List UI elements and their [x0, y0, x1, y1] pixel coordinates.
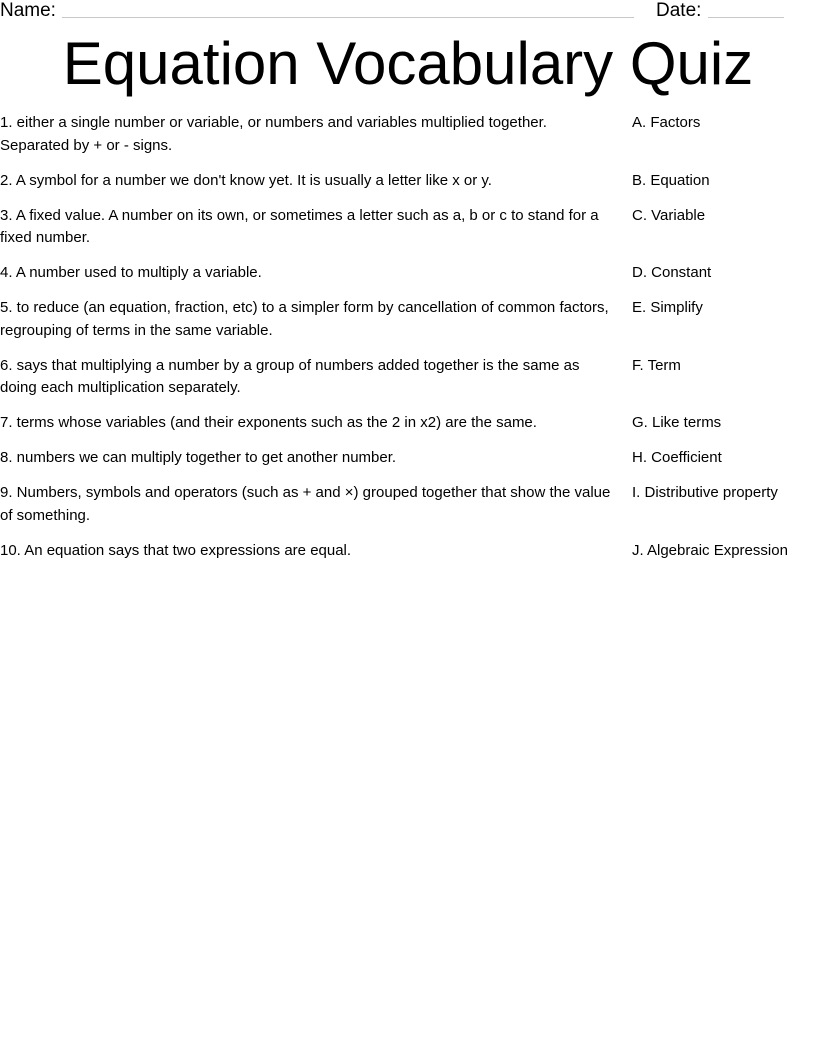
header — [0, 0, 816, 22]
answer-i: I. Distributive property — [632, 484, 778, 501]
quiz-row-9 — [0, 482, 816, 527]
answer-e: E. Simplify — [632, 299, 703, 316]
quiz-row-1 — [0, 112, 816, 157]
question-3: 3. A fixed value. A number on its own, or sometimes a letter such as a, b or c to stand for a fixed number. — [0, 206, 599, 246]
question-4: 4. A number used to multiply a variable. — [0, 264, 262, 281]
question-5: 5. to reduce (an equation, fraction, etc) to a simpler form by cancellation of common factors, regrouping of terms in the same variable. — [0, 299, 609, 339]
quiz-row-5 — [0, 297, 816, 342]
question-7: 7. terms whose variables (and their exponents such as the 2 in x2) are the same. — [0, 414, 537, 431]
answer-a: A. Factors — [632, 114, 701, 131]
date-label: Date: — [656, 0, 702, 21]
name-field[interactable] — [62, 17, 634, 18]
question-8: 8. numbers we can multiply together to get another number. — [0, 449, 397, 466]
question-6: 6. says that multiplying a number by a group of numbers added together is the same as doing each multiplication separately. — [0, 356, 580, 396]
answer-d: D. Constant — [632, 264, 712, 281]
answer-j: J. Algebraic Expression — [632, 541, 788, 559]
quiz-list — [0, 112, 816, 575]
answer-c: C. Variable — [632, 206, 706, 224]
question-9: 9. Numbers, symbols and operators (such as + and ×) grouped together that show the value of something. — [0, 484, 611, 524]
question-1: 1. either a single number or variable, or numbers and variables multiplied together. Separated by + or - signs. — [0, 114, 547, 154]
question-2: 2. A symbol for a number we don't know yet. It is usually a letter like x or y. — [0, 171, 492, 189]
answer-b: B. Equation — [632, 171, 710, 189]
quiz-row-4 — [0, 262, 816, 285]
quiz-row-2 — [0, 170, 816, 193]
quiz-row-3 — [0, 205, 816, 250]
question-10: 10. An equation says that two expressions are equal. — [0, 541, 352, 559]
date-field[interactable] — [708, 17, 784, 18]
page-title: Equation Vocabulary Quiz — [62, 30, 754, 97]
answer-f: F. Term — [632, 356, 681, 374]
answer-h: H. Coefficient — [632, 449, 722, 466]
quiz-row-8 — [0, 447, 816, 470]
name-label: Name: — [0, 0, 56, 21]
quiz-row-6 — [0, 355, 816, 400]
quiz-row-7 — [0, 412, 816, 435]
answer-g: G. Like terms — [632, 414, 722, 431]
quiz-row-10 — [0, 540, 816, 563]
